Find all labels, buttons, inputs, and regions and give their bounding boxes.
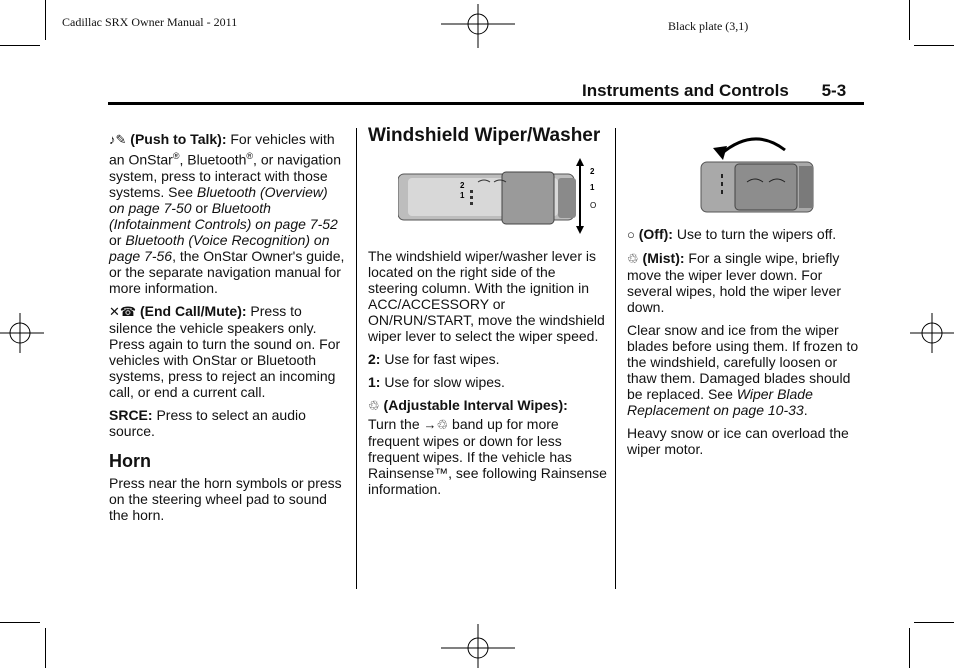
- doc-title: Cadillac SRX Owner Manual - 2011: [62, 15, 238, 29]
- off-title: (Off):: [638, 226, 673, 242]
- link-wiper-blade-replacement[interactable]: Wiper Blade Replacement on page 10-33: [627, 386, 813, 418]
- mist-title: (Mist):: [642, 250, 685, 266]
- push-to-talk-icon: ♪✎: [109, 132, 127, 147]
- end-call-title: (End Call/Mute):: [139, 302, 247, 319]
- snow-paragraph: [627, 322, 863, 418]
- srce-paragraph: [109, 407, 345, 439]
- off-paragraph: [627, 226, 863, 243]
- wiper-heading: Windshield Wiper/Washer: [368, 125, 601, 146]
- arrow-down-icon: [576, 226, 584, 234]
- text: , Bluetooth: [179, 151, 247, 168]
- column-3: [627, 132, 863, 464]
- text: Clear snow and ice from the wiper blades before using them. If frozen to the windshield, carefully loosen or thaw them. Damaged blades should be replaced. See: [627, 322, 859, 402]
- crop-mark: [909, 628, 910, 668]
- text: Press to select an audio source.: [109, 406, 306, 439]
- text: Use for slow wipes.: [380, 374, 505, 390]
- wiper-band-illustration: [699, 132, 819, 216]
- lever-label-1-right: 1: [590, 183, 595, 192]
- registration-mark-bottom: [441, 624, 515, 668]
- push-to-talk-paragraph: [109, 131, 345, 296]
- slow-wipes: [368, 374, 608, 390]
- text: Turn the: [368, 416, 424, 432]
- registered-mark: ®: [246, 151, 254, 161]
- crop-mark: [914, 622, 954, 623]
- mist-paragraph: [627, 250, 863, 315]
- link-bluetooth-voice[interactable]: Bluetooth (Voice Recognition) on page 7-56: [109, 231, 330, 264]
- fast-label: 2:: [368, 351, 381, 367]
- lever-label-off: O: [590, 201, 597, 210]
- horn-paragraph: Press near the horn symbols or press on the steering wheel pad to sound the horn.: [109, 474, 342, 523]
- text: or: [191, 199, 212, 216]
- slow-label: 1:: [368, 374, 381, 390]
- registration-mark-right: [910, 313, 954, 353]
- text: Use to turn the wipers off.: [672, 226, 837, 242]
- crop-mark: [0, 622, 40, 623]
- plate-label: Black plate (3,1): [668, 19, 749, 33]
- registration-mark-left: [0, 313, 44, 353]
- end-call-mute-icon: ✕☎: [109, 303, 137, 319]
- mist-icon: ♲: [627, 251, 639, 266]
- off-icon: ○: [627, 227, 635, 242]
- interval-title: (Adjustable Interval Wipes):: [383, 397, 568, 413]
- column-divider: [615, 128, 616, 589]
- end-call-paragraph: [109, 303, 345, 400]
- header-rule: [108, 102, 864, 105]
- interval-title-line: [368, 397, 608, 414]
- interval-paragraph: [368, 416, 608, 497]
- registered-mark: ®: [172, 151, 180, 161]
- text: , the OnStar Owner's guide, or the separate navigation manual for more information.: [109, 247, 345, 296]
- column-2: [368, 125, 608, 504]
- fast-wipes: [368, 351, 608, 367]
- heavy-snow-paragraph: Heavy snow or ice can overload the wiper motor.: [627, 425, 849, 457]
- text: For vehicles with an OnStar: [109, 131, 335, 168]
- crop-mark: [45, 0, 46, 40]
- push-to-talk-title: (Push to Talk):: [130, 131, 227, 147]
- text: Press to silence the vehicle speakers only. Press again to turn the sound on. For vehicles with OnStar or Bluetooth systems, press to reject an incoming call, or end a current call.: [109, 302, 341, 400]
- crop-mark: [0, 45, 40, 46]
- interval-wipe-icon: ♲: [368, 398, 380, 413]
- wiper-intro: The windshield wiper/washer lever is located on the right side of the steering column. With the ignition in ACC/ACCESSORY or ON/RUN/START, move the windshield wiper lever to select the wiper speed.: [368, 248, 605, 344]
- srce-title: SRCE:: [109, 406, 153, 423]
- link-bluetooth-infotainment[interactable]: Bluetooth (Infotainment Controls) on page 7-52: [109, 199, 338, 232]
- text: Use for fast wipes.: [380, 351, 500, 367]
- column-divider: [356, 128, 357, 589]
- crop-mark: [45, 628, 46, 668]
- column-1: [109, 131, 345, 530]
- lever-label-2: 2: [460, 181, 465, 190]
- lever-label-2-right: 2: [590, 167, 595, 176]
- crop-mark: [914, 45, 954, 46]
- crop-mark: [909, 0, 910, 40]
- registration-mark-top: [441, 4, 515, 48]
- section-title-text: Instruments and Controls: [582, 81, 789, 100]
- interval-band-icon: →♲: [423, 417, 449, 432]
- arrow-up-icon: [576, 158, 584, 166]
- text: or: [109, 231, 126, 248]
- section-title: [582, 81, 846, 101]
- horn-heading: Horn: [109, 450, 151, 471]
- text: , or navigation system, press to interact with those systems. See: [109, 151, 341, 200]
- wiper-lever-illustration: [398, 156, 608, 236]
- text: .: [803, 402, 808, 418]
- page-number: 5-3: [821, 81, 847, 100]
- text: band up for more frequent wipes or down for less frequent wipes. If the vehicle has Rainsense™, see following Rainsense information.: [368, 416, 607, 497]
- text: For a single wipe, briefly move the wiper lever down. For several wipes, hold the wiper lever down.: [627, 250, 841, 315]
- rotate-arrow-icon: [713, 146, 727, 160]
- lever-label-1: 1: [460, 191, 465, 200]
- link-bluetooth-overview[interactable]: Bluetooth (Overview) on page 7-50: [109, 183, 328, 216]
